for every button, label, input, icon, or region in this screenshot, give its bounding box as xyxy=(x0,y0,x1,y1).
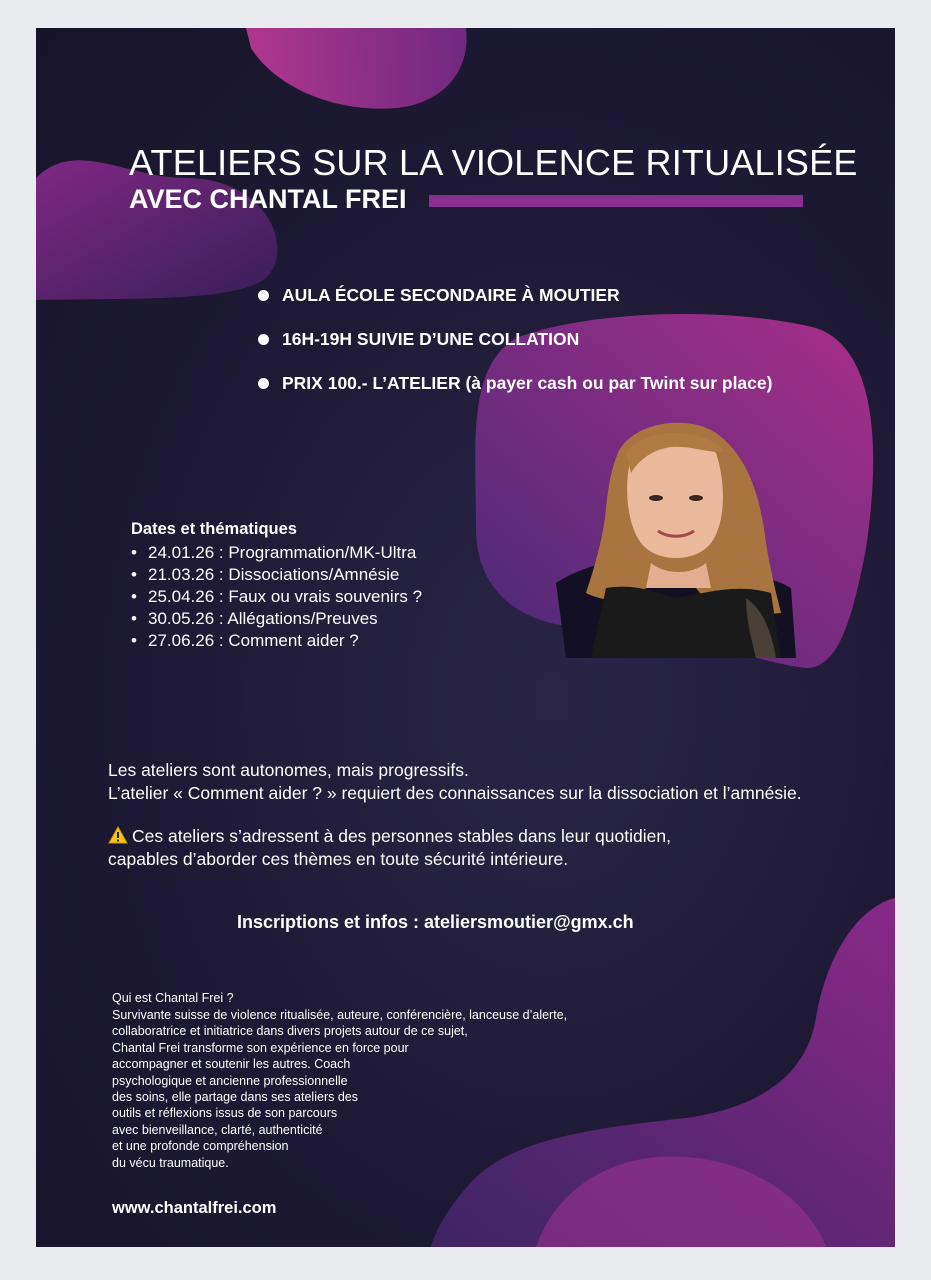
dates-list-item: • 25.04.26 : Faux ou vrais souvenirs ? xyxy=(131,587,423,606)
dates-list-item: • 30.05.26 : Allégations/Preuves xyxy=(131,609,378,628)
bullet-dot xyxy=(258,334,269,345)
info-list xyxy=(254,280,772,412)
bio-text: Survivante suisse de violence ritualisée, auteure, conférencière, lanceuse d’alerte, collaboratrice et initiatrice dans divers projets autour de ce sujet, Chantal Frei transforme son expérience en force pour accompagner et soutenir les autres. Coach psychologique et ancienne professionnelle des soins, elle partage dans ses ateliers des outils et réflexions issus de son parcours avec bienveillance, clarté, authenticité et une profonde compréhension du vécu traumatique. xyxy=(112,1008,568,1170)
dates-list xyxy=(131,542,422,652)
website-link[interactable]: www.chantalfrei.com xyxy=(112,1199,277,1217)
title-accent-bar xyxy=(429,195,803,207)
info-item-location: AULA ÉCOLE SECONDAIRE À MOUTIER xyxy=(254,280,772,324)
bio-heading: Qui est Chantal Frei ? xyxy=(112,991,234,1005)
note-line: L’atelier « Comment aider ? » requiert des connaissances sur la dissociation et l’amnésie. xyxy=(108,783,802,803)
dates-list-item: • 21.03.26 : Dissociations/Amnésie xyxy=(131,565,400,584)
note-line: Les ateliers sont autonomes, mais progressifs. xyxy=(108,760,469,780)
page-title: ATELIERS SUR LA VIOLENCE RITUALISÉE xyxy=(129,142,858,183)
info-item-price: PRIX 100.- L’ATELIER (à payer cash ou par Twint sur place) xyxy=(254,368,772,412)
bullet-dot xyxy=(258,378,269,389)
portrait-photo xyxy=(546,413,796,658)
dates-heading: Dates et thématiques xyxy=(131,520,297,538)
dates-list-item: • 24.01.26 : Programmation/MK-Ultra xyxy=(131,543,417,562)
info-item-time: 16H-19H SUIVIE D’UNE COLLATION xyxy=(254,324,772,368)
dates-list-item: • 27.06.26 : Comment aider ? xyxy=(131,631,359,650)
contact-info: Inscriptions et infos : ateliersmoutier@gmx.ch xyxy=(237,912,634,932)
warning-line: Ces ateliers s’adressent à des personnes stables dans leur quotidien, xyxy=(108,824,671,848)
poster xyxy=(36,28,895,1247)
page-subtitle: AVEC CHANTAL FREI xyxy=(129,184,407,214)
bullet-dot xyxy=(258,290,269,301)
warning-line: capables d’aborder ces thèmes en toute sécurité intérieure. xyxy=(108,849,569,869)
warning-icon xyxy=(108,826,128,844)
